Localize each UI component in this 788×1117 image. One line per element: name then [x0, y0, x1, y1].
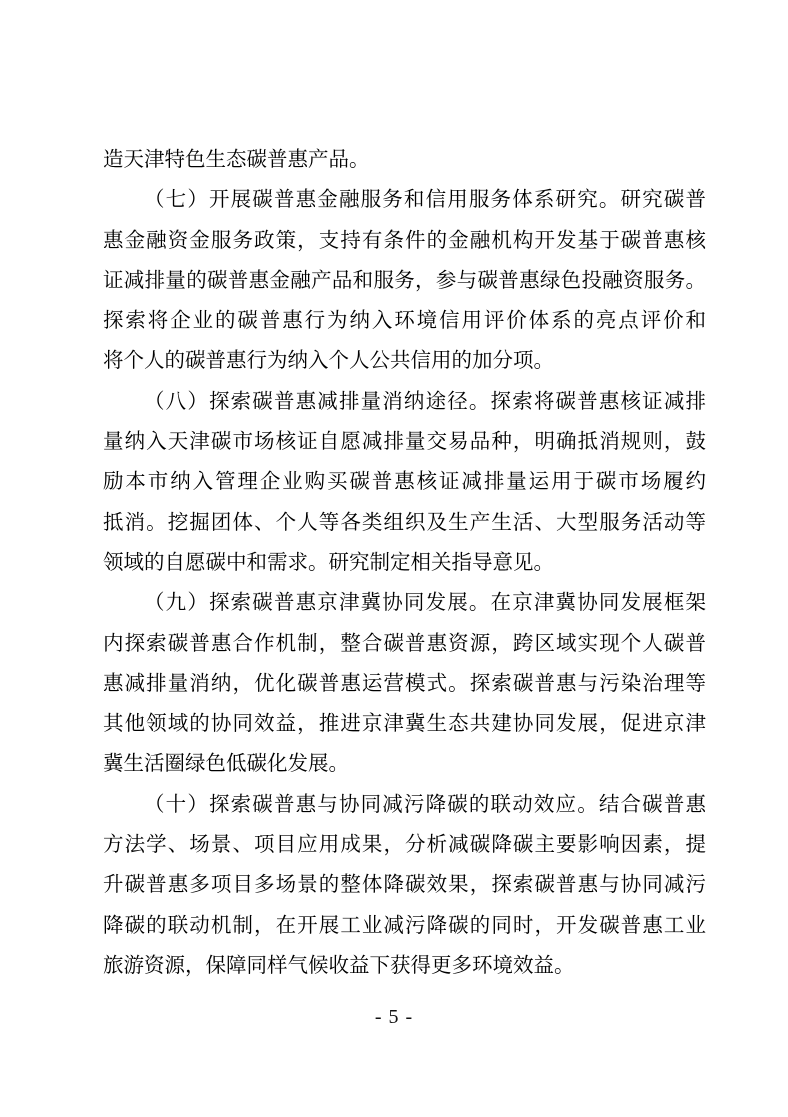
text-line-section-9-heading: （九）探索碳普惠京津冀协同发展。在京津冀协同发展框架	[144, 592, 706, 615]
page-number: - 5 -	[374, 1006, 414, 1028]
text-line: 励本市纳入管理企业购买碳普惠核证减排量运用于碳市场履约	[103, 471, 706, 494]
text-line: 探索将企业的碳普惠行为纳入环境信用评价体系的亮点评价和	[103, 310, 706, 333]
text-line: 旅游资源，保障同样气候收益下获得更多环境效益。	[103, 954, 575, 977]
text-line: 升碳普惠多项目多场景的整体降碳效果，探索碳普惠与协同减污	[103, 874, 706, 897]
text-line: 造天津特色生态碳普惠产品。	[103, 149, 370, 171]
text-line-section-10-heading: （十）探索碳普惠与协同减污降碳的联动效应。结合碳普惠	[144, 793, 706, 816]
text-line: 冀生活圈绿色低碳化发展。	[103, 753, 349, 776]
text-line: 将个人的碳普惠行为纳入个人公共信用的加分项。	[103, 350, 554, 373]
text-line: 其他领域的协同效益，推进京津冀生态共建协同发展，促进京津	[103, 713, 706, 736]
text-line: 领域的自愿碳中和需求。研究制定相关指导意见。	[103, 551, 554, 574]
text-line: 方法学、场景、项目应用成果，分析减碳降碳主要影响因素，提	[103, 834, 706, 857]
document-body	[103, 140, 706, 986]
text-line: 惠减排量消纳，优化碳普惠运营模式。探索碳普惠与污染治理等	[103, 672, 706, 695]
text-line: 内探索碳普惠合作机制，整合碳普惠资源，跨区域实现个人碳普	[103, 632, 706, 655]
text-line: 证减排量的碳普惠金融产品和服务，参与碳普惠绿色投融资服务。	[103, 269, 706, 292]
text-line-section-7-heading: （七）开展碳普惠金融服务和信用服务体系研究。研究碳普	[144, 189, 706, 212]
text-line: 抵消。挖掘团体、个人等各类组织及生产生活、大型服务活动等	[103, 511, 706, 534]
text-line: 量纳入天津碳市场核证自愿减排量交易品种，明确抵消规则，鼓	[103, 431, 706, 454]
text-line: 降碳的联动机制，在开展工业减污降碳的同时，开发碳普惠工业	[103, 914, 706, 937]
text-line: 惠金融资金服务政策，支持有条件的金融机构开发基于碳普惠核	[103, 229, 706, 252]
text-line-section-8-heading: （八）探索碳普惠减排量消纳途径。探索将碳普惠核证减排	[144, 390, 706, 413]
